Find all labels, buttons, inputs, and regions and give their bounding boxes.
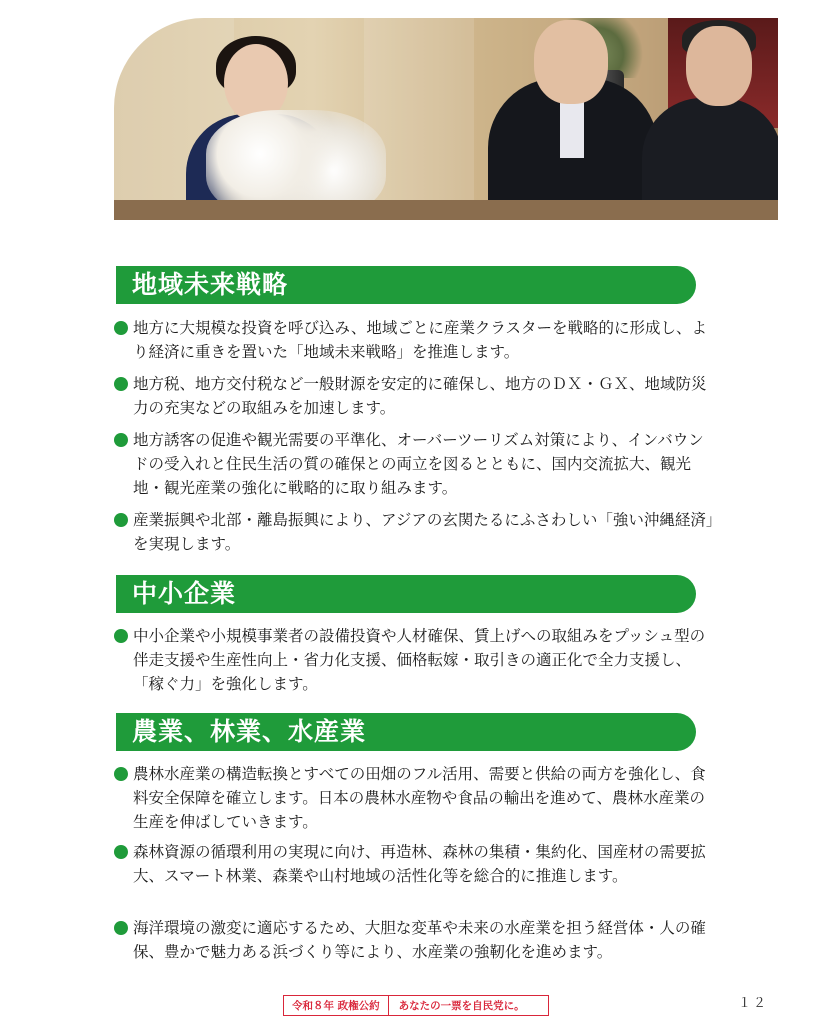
table-edge: [114, 200, 778, 220]
footer-manifesto-label: 令和８年 政権公約: [284, 996, 389, 1015]
bullet-dot-icon: [114, 321, 128, 335]
page-number: １２: [738, 996, 769, 1011]
list-item-text: 農林水産業の構造転換とすべての田畑のフル活用、需要と供給の両方を強化し、食料安全保障を確立します。日本の農林水産物や食品の輸出を進めて、農林水産業の生産を伸ばしていきます。: [133, 765, 706, 831]
list-item-text: 地方に大規模な投資を呼び込み、地域ごとに産業クラスターを戦略的に形成し、より経済に重きを置いた「地域未来戦略」を推進します。: [133, 319, 707, 361]
bullet-dot-icon: [114, 513, 128, 527]
hero-photo: [114, 18, 778, 220]
list-item: [114, 624, 714, 696]
footer-slogan: あなたの一票を自民党に。: [398, 1000, 525, 1012]
list-item: [114, 762, 714, 834]
bullet-dot-icon: [114, 845, 128, 859]
man-face: [534, 20, 608, 104]
bullet-dot-icon: [114, 767, 128, 781]
list-item: [114, 916, 714, 964]
list-item: [114, 428, 714, 500]
list-item-text: 海洋環境の激変に適応するため、大胆な変革や未来の水産業を担う経営体・人の確保、豊かで魅力ある浜づくり等により、水産業の強靭化を進めます。: [133, 919, 706, 961]
man-face: [686, 26, 752, 106]
bullet-dot-icon: [114, 921, 128, 935]
list-item: [114, 508, 714, 556]
list-item: [114, 840, 714, 888]
list-item-text: 地方税、地方交付税など一般財源を安定的に確保し、地方のＤＸ・ＧＸ、地域防災力の充実などの取組みを加速します。: [133, 375, 707, 417]
list-item: [114, 316, 714, 364]
section-heading-regional-strategy: 地域未来戦略: [116, 266, 696, 304]
list-item-text: 地方誘客の促進や観光需要の平準化、オーバーツーリズム対策により、インバウンドの受入れと住民生活の質の確保との両立を図るとともに、国内交流拡大、観光地・観光産業の強化に戦略的に取り組みます。: [133, 431, 704, 497]
section-heading-smes: 中小企業: [116, 575, 696, 613]
footer-campaign-box: [283, 995, 549, 1016]
list-item-text: 森林資源の循環利用の実現に向け、再造林、森林の集積・集約化、国産材の需要拡大、スマート林業、森業や山村地域の活性化等を総合的に推進します。: [133, 843, 706, 885]
bullet-dot-icon: [114, 377, 128, 391]
bullet-dot-icon: [114, 433, 128, 447]
bullet-dot-icon: [114, 629, 128, 643]
section-heading-agriculture: 農業、林業、水産業: [116, 713, 696, 751]
list-item-text: 産業振興や北部・離島振興により、アジアの玄関たるにふさわしい「強い沖縄経済」を実現します。: [133, 511, 714, 553]
list-item-text: 中小企業や小規模事業者の設備投資や人材確保、賃上げへの取組みをプッシュ型の伴走支援や生産性向上・省力化支援、価格転嫁・取引きの適正化で全力支援し、「稼ぐ力」を強化します。: [133, 627, 706, 693]
list-item: [114, 372, 714, 420]
